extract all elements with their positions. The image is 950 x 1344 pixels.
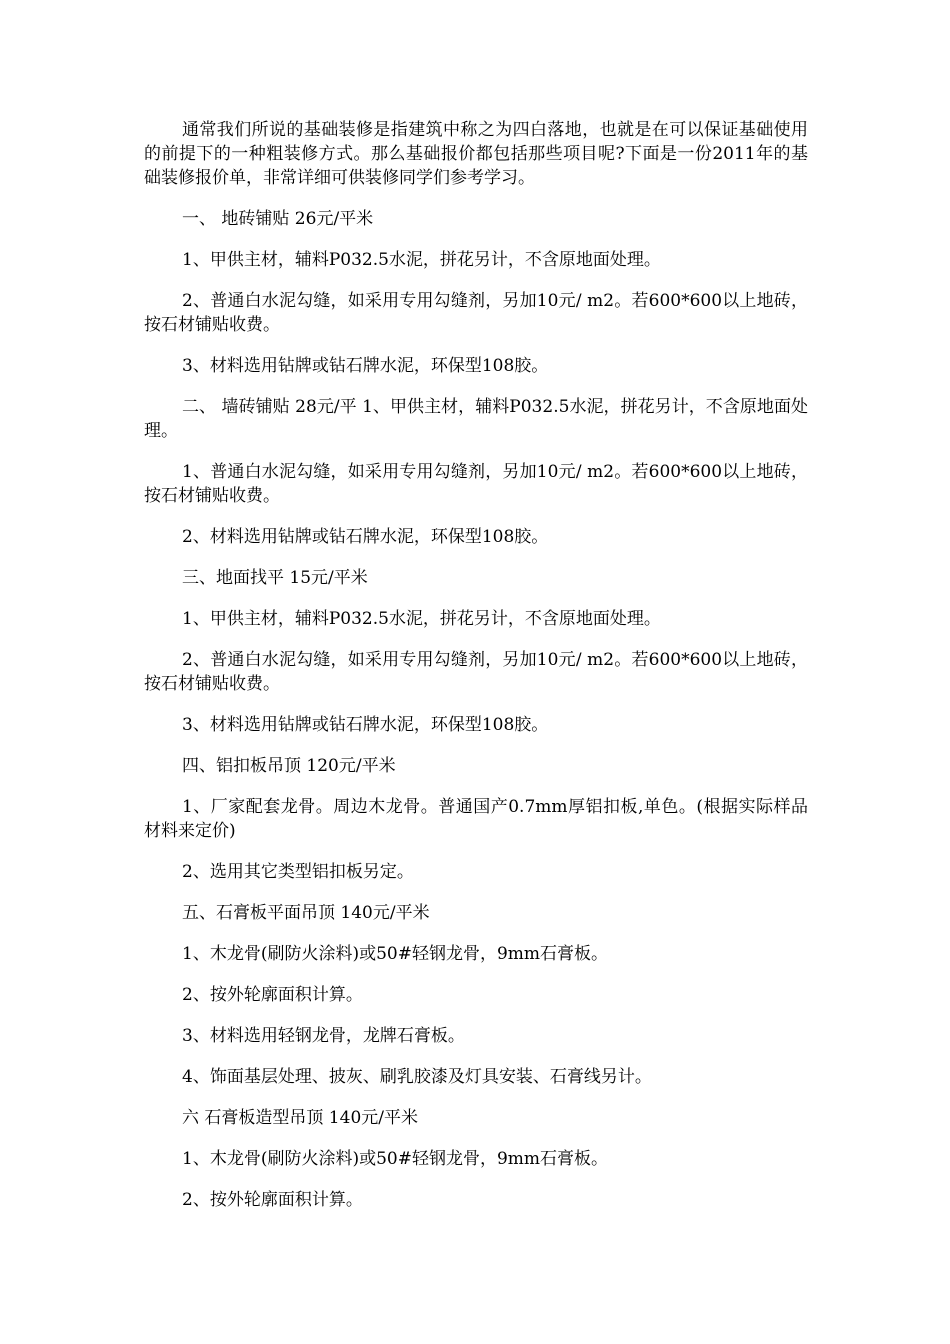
list-item: 2、材料选用钻牌或钻石牌水泥，环保型108胶。 (182, 527, 549, 547)
list-item: 2、按外轮廓面积计算。 (182, 985, 363, 1005)
section-heading-wall-tile: 二、 墙砖铺贴 28元/平 1、甲供主材，辅料P032.5水泥，拼花另计，不含原地面处理。 (144, 397, 808, 441)
list-item: 1、甲供主材，辅料P032.5水泥，拼花另计，不含原地面处理。 (182, 250, 661, 270)
list-item: 3、材料选用轻钢龙骨，龙牌石膏板。 (182, 1026, 465, 1046)
section-heading-gypsum-flat-ceiling: 五、石膏板平面吊顶 140元/平米 (182, 903, 430, 923)
list-item: 1、普通白水泥勾缝，如采用专用勾缝剂，另加10元/ m2。若600*600以上地砖，按石材铺贴收费。 (144, 462, 808, 506)
list-item: 1、甲供主材，辅料P032.5水泥，拼花另计，不含原地面处理。 (182, 609, 661, 629)
list-item: 2、按外轮廓面积计算。 (182, 1190, 363, 1210)
document-body (144, 118, 808, 1229)
section-heading-floor-tile: 一、 地砖铺贴 26元/平米 (182, 209, 374, 229)
intro-paragraph: 通常我们所说的基础装修是指建筑中称之为四白落地，也就是在可以保证基础使用的前提下的一种粗装修方式。那么基础报价都包括那些项目呢?下面是一份2011年的基础装修报价单，非常详细可供装修同学们参考学习。 (144, 120, 808, 188)
list-item: 3、材料选用钻牌或钻石牌水泥，环保型108胶。 (182, 715, 549, 735)
list-item: 2、普通白水泥勾缝，如采用专用勾缝剂，另加10元/ m2。若600*600以上地砖，按石材铺贴收费。 (144, 650, 808, 694)
list-item: 1、木龙骨(刷防火涂料)或50#轻钢龙骨，9mm石膏板。 (182, 1149, 609, 1169)
section-heading-aluminum-ceiling: 四、铝扣板吊顶 120元/平米 (182, 756, 396, 776)
list-item: 1、木龙骨(刷防火涂料)或50#轻钢龙骨，9mm石膏板。 (182, 944, 609, 964)
section-heading-floor-leveling: 三、地面找平 15元/平米 (182, 568, 368, 588)
list-item: 2、选用其它类型铝扣板另定。 (182, 862, 414, 882)
section-heading-gypsum-shaped-ceiling: 六 石膏板造型吊顶 140元/平米 (182, 1108, 418, 1128)
list-item: 2、普通白水泥勾缝，如采用专用勾缝剂，另加10元/ m2。若600*600以上地砖，按石材铺贴收费。 (144, 291, 808, 335)
list-item: 4、饰面基层处理、披灰、刷乳胶漆及灯具安装、石膏线另计。 (182, 1067, 652, 1087)
list-item: 3、材料选用钻牌或钻石牌水泥，环保型108胶。 (182, 356, 549, 376)
list-item: 1、厂家配套龙骨。周边木龙骨。普通国产0.7mm厚铝扣板,单色。(根据实际样品材料来定价) (144, 797, 808, 841)
